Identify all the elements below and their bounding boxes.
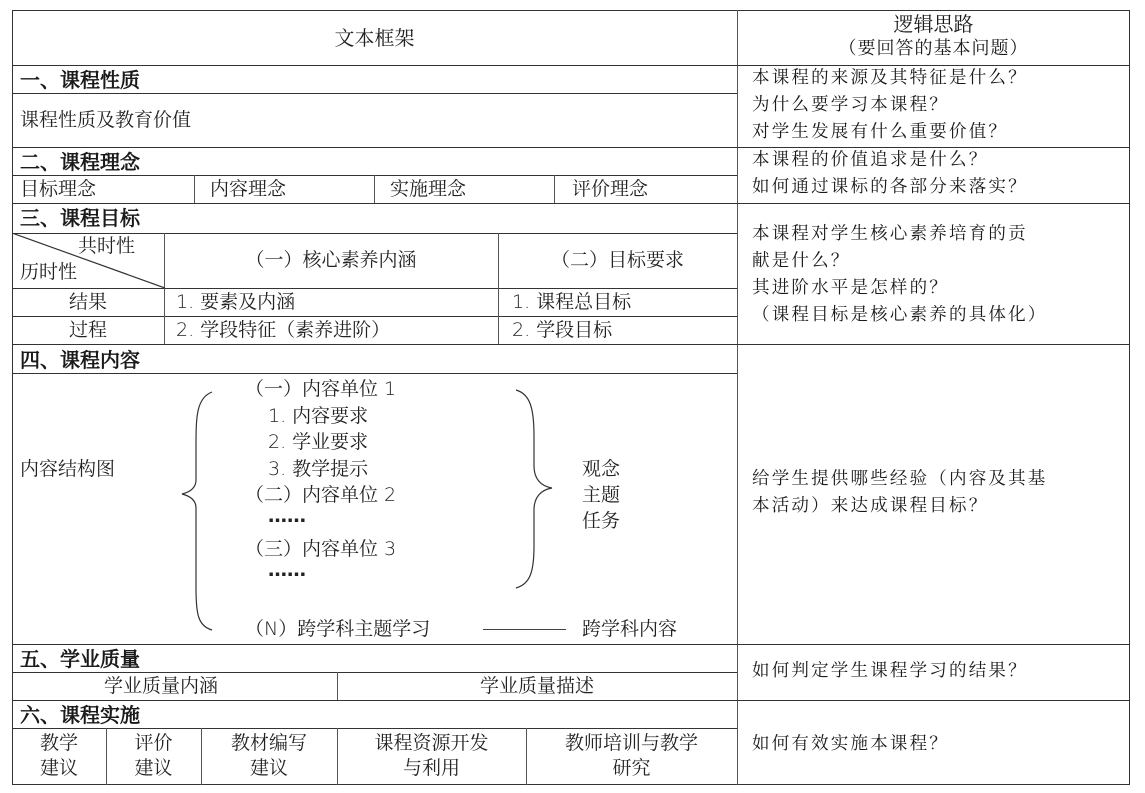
- content-unit-1: （一）内容单位 1: [245, 378, 397, 400]
- content-subitem: 2. 学业要求: [268, 431, 369, 453]
- section-title-philosophy: 二、课程理念: [20, 150, 140, 174]
- row-divider: [12, 728, 737, 729]
- row-divider: [737, 147, 1130, 148]
- implementation-item: 与利用: [402, 757, 460, 779]
- implementation-item: 建议: [39, 757, 78, 779]
- philosophy-item-content: 内容理念: [210, 178, 287, 200]
- cell-divider: [374, 175, 375, 203]
- implementation-item: 建议: [249, 757, 288, 779]
- row-divider: [737, 344, 1130, 345]
- question-line: （课程目标是核心素养的具体化）: [752, 305, 1048, 325]
- left-column-title: 文本框架: [334, 26, 415, 50]
- row-divider: [737, 700, 1130, 701]
- question-line: 为什么要学习本课程？: [752, 95, 949, 115]
- quality-item-connotation: 学业质量内涵: [104, 675, 219, 697]
- question-line: 本课程的价值追求是什么？: [752, 150, 989, 170]
- question-line: 如何有效实施本课程？: [752, 734, 949, 754]
- goals-col-header-requirements: （二）目标要求: [550, 249, 684, 271]
- implementation-item: 评价: [134, 732, 173, 754]
- row-divider: [12, 344, 737, 345]
- question-line: 给学生提供哪些经验（内容及其基: [752, 469, 1048, 489]
- question-line: 如何判定学生课程学习的结果？: [752, 661, 1028, 681]
- implementation-item: 课程资源开发: [374, 732, 489, 754]
- philosophy-item-goal: 目标理念: [20, 178, 97, 200]
- row-divider: [737, 203, 1130, 204]
- brace-target: 观念: [582, 458, 621, 480]
- row-divider: [12, 65, 737, 66]
- brace-target: 主题: [582, 484, 621, 506]
- diagonal-label-synchronic: 共时性: [78, 235, 136, 257]
- brace-target: 任务: [582, 510, 621, 532]
- cross-discipline-target: 跨学科内容: [582, 618, 678, 640]
- content-structure-label: 内容结构图: [20, 458, 116, 480]
- goals-cell: 1. 要素及内涵: [176, 291, 296, 313]
- nature-content: 课程性质及教育价值: [20, 109, 192, 131]
- cell-divider: [194, 175, 195, 203]
- row-divider: [12, 203, 737, 204]
- row-divider: [12, 373, 737, 374]
- implementation-item: 教材编写: [230, 732, 307, 754]
- row-divider: [12, 93, 737, 94]
- philosophy-item-evaluation: 评价理念: [572, 178, 649, 200]
- implementation-item: 研究: [612, 757, 651, 779]
- goals-row-label-result: 结果: [68, 291, 107, 313]
- implementation-item: 建议: [134, 757, 173, 779]
- goals-row-label-process: 过程: [68, 319, 107, 341]
- right-column-title: 逻辑思路: [893, 12, 974, 36]
- implementation-item: 教师培训与教学: [564, 732, 698, 754]
- row-divider: [12, 147, 737, 148]
- question-line: 本课程对学生核心素养培育的贡: [752, 224, 1028, 244]
- section-title-goals: 三、课程目标: [20, 206, 140, 230]
- right-brace-icon: [512, 386, 556, 592]
- question-line: 对学生发展有什么重要价值？: [752, 122, 1009, 142]
- cell-divider: [554, 175, 555, 203]
- column-divider: [737, 10, 738, 785]
- cross-discipline-item: （N）跨学科主题学习: [245, 618, 431, 640]
- ellipsis: ……: [268, 505, 306, 527]
- goals-cell: 2. 学段特征（素养进阶）: [176, 319, 391, 341]
- row-divider: [737, 65, 1130, 66]
- row-divider: [12, 672, 737, 673]
- cell-divider: [498, 233, 499, 344]
- quality-item-description: 学业质量描述: [479, 675, 594, 697]
- section-title-implementation: 六、课程实施: [20, 703, 140, 727]
- connector-line: [483, 629, 566, 630]
- goals-cell: 2. 学段目标: [512, 319, 613, 341]
- ellipsis: ……: [268, 559, 306, 581]
- question-line: 本课程的来源及其特征是什么？: [752, 68, 1028, 88]
- question-line: 如何通过课标的各部分来落实？: [752, 177, 1028, 197]
- goals-col-header-core: （一）核心素养内涵: [245, 249, 417, 271]
- row-divider: [12, 700, 737, 701]
- section-title-content: 四、课程内容: [20, 348, 140, 372]
- section-title-nature: 一、课程性质: [20, 68, 140, 92]
- section-title-quality: 五、学业质量: [20, 647, 140, 671]
- left-brace-icon: [178, 388, 218, 634]
- right-column-subtitle: （要回答的基本问题）: [838, 38, 1029, 59]
- content-unit-3: （三）内容单位 3: [245, 538, 397, 560]
- diagonal-label-diachronic: 历时性: [20, 261, 78, 283]
- question-line: 其进阶水平是怎样的？: [752, 278, 949, 298]
- row-divider: [12, 644, 737, 645]
- content-unit-2: （二）内容单位 2: [245, 484, 397, 506]
- question-line: 本活动）来达成课程目标？: [752, 496, 989, 516]
- content-subitem: 3. 教学提示: [268, 458, 369, 480]
- question-line: 献是什么？: [752, 251, 851, 271]
- row-divider: [737, 644, 1130, 645]
- content-subitem: 1. 内容要求: [268, 405, 369, 427]
- row-divider: [12, 316, 737, 317]
- philosophy-item-implementation: 实施理念: [390, 178, 467, 200]
- goals-cell: 1. 课程总目标: [512, 291, 632, 313]
- implementation-item: 教学: [39, 732, 78, 754]
